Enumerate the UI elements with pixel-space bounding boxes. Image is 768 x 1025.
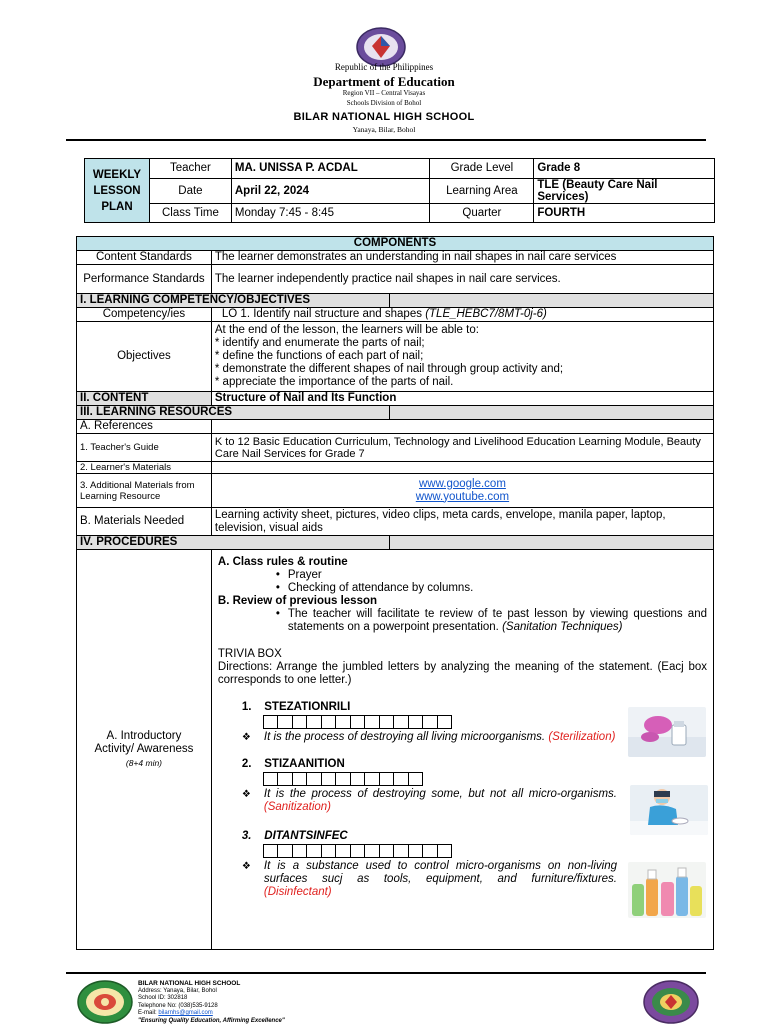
- references-label: A. References: [77, 420, 212, 434]
- republic-text: Republic of the Philippines: [0, 62, 768, 72]
- learning-area-label: Learning Area: [430, 178, 534, 203]
- jumbled-word: STIZAANITION: [264, 758, 345, 770]
- answer-boxes[interactable]: [264, 844, 707, 858]
- division-text: Schools Division of Bohol: [0, 99, 768, 107]
- division-seal-icon: [642, 980, 700, 1024]
- grade-level-value: Grade 8: [534, 159, 715, 179]
- definition-text: It is the process of destroying some, but not all micro-organisms.: [264, 788, 617, 800]
- objective-item: * identify and enumerate the parts of nail;: [215, 337, 710, 350]
- class-rules-heading: A. Class rules & routine: [218, 556, 707, 569]
- footer-school-name: BILAR NATIONAL HIGH SCHOOL: [138, 980, 285, 988]
- performance-standards-label: Performance Standards: [77, 265, 212, 294]
- footer-motto: "Ensuring Quality Education, Affirming Excellence": [138, 1018, 285, 1025]
- introductory-activity-title: A. Introductory Activity/ Awareness: [80, 730, 208, 756]
- review-topic: (Sanitation Techniques): [502, 621, 622, 633]
- objective-item: * define the functions of each part of nail;: [215, 350, 710, 363]
- diamond-bullet-icon: ❖: [242, 731, 251, 744]
- section-resources-filler: [389, 406, 713, 420]
- objective-item: * demonstrate the different shapes of nail through group activity and;: [215, 363, 710, 376]
- grade-level-label: Grade Level: [430, 159, 534, 179]
- trivia-directions: Directions: Arrange the jumbled letters by analyzing the meaning of the statement. (Eacj box corresponds to one letter.): [218, 661, 707, 687]
- competency-label: Competency/ies: [77, 308, 212, 322]
- teacher-label: Teacher: [149, 159, 231, 179]
- section-competency-heading: I. LEARNING COMPETENCY/OBJECTIVES: [77, 294, 390, 308]
- school-address: Yanaya, Bilar, Bohol: [0, 125, 768, 134]
- item-number: 2.: [242, 758, 252, 770]
- quarter-value: FOURTH: [534, 203, 715, 223]
- youtube-link[interactable]: www.youtube.com: [215, 491, 710, 504]
- footer-divider: [66, 972, 706, 974]
- section-procedures-filler: [389, 536, 713, 550]
- footer-phone: Telephone No: (038)535-9128: [138, 1003, 285, 1011]
- department-title: Department of Education: [0, 74, 768, 90]
- region-text: Region VII – Central Visayas: [0, 89, 768, 97]
- deped-seal-icon: [355, 27, 407, 67]
- class-time-label: Class Time: [149, 203, 231, 223]
- learners-materials-value: [211, 462, 713, 474]
- date-label: Date: [149, 178, 231, 203]
- introductory-activity-content: [211, 550, 713, 950]
- materials-needed-value: Learning activity sheet, pictures, video clips, meta cards, envelope, manila paper, laptop, television, visual aids: [211, 508, 713, 536]
- diamond-bullet-icon: ❖: [242, 788, 251, 801]
- item-number: 1.: [242, 701, 252, 713]
- objectives-value: [211, 322, 713, 392]
- footer-school-id: School ID: 302818: [138, 995, 285, 1003]
- date-value: April 22, 2024: [231, 178, 430, 203]
- footer-email-link[interactable]: bilarnhs@gmail.com: [158, 1010, 212, 1016]
- section-resources-heading: III. LEARNING RESOURCES: [77, 406, 390, 420]
- routine-item: • Checking of attendance by columns.: [218, 582, 707, 595]
- additional-materials-value: [211, 474, 713, 508]
- objectives-intro: At the end of the lesson, the learners will be able to:: [215, 324, 710, 337]
- section-content-heading: II. CONTENT: [77, 392, 212, 406]
- section-procedures-heading: IV. PROCEDURES: [77, 536, 390, 550]
- class-time-value: Monday 7:45 - 8:45: [231, 203, 430, 223]
- learning-area-subject: TLE: [537, 179, 559, 191]
- objectives-label: Objectives: [77, 322, 212, 392]
- sterilization-photo: [628, 707, 706, 757]
- weekly-lesson-plan-label: WEEKLY LESSON PLAN: [85, 159, 150, 223]
- answer-boxes[interactable]: [264, 772, 707, 786]
- objective-item: * appreciate the importance of the parts of nail.: [215, 376, 710, 389]
- trivia-item-2: [242, 758, 707, 771]
- header-divider: [66, 139, 706, 141]
- review-heading: B. Review of previous lesson: [218, 595, 707, 608]
- competency-text: LO 1. Identify nail structure and shapes: [222, 308, 425, 320]
- footer-address: Address: Yanaya, Bilar, Bohol: [138, 988, 285, 996]
- introductory-activity-time: (8+4 min): [80, 757, 208, 770]
- content-standards-label: Content Standards: [77, 251, 212, 265]
- content-value: Structure of Nail and Its Function: [211, 392, 713, 406]
- teachers-guide-label: 1. Teacher's Guide: [77, 434, 212, 462]
- additional-materials-label: 3. Additional Materials from Learning Resource: [77, 474, 212, 508]
- content-standards-value: The learner demonstrates an understanding in nail shapes in nail care services: [211, 251, 713, 265]
- quarter-label: Quarter: [430, 203, 534, 223]
- learning-area-detail: (Beauty Care Nail Services): [537, 179, 657, 203]
- introductory-activity-label: [77, 550, 212, 950]
- answer-text: (Disinfectant): [264, 886, 332, 898]
- performance-standards-value: The learner independently practice nail shapes in nail care services.: [211, 265, 713, 294]
- google-link[interactable]: www.google.com: [215, 478, 710, 491]
- teacher-value: MA. UNISSA P. ACDAL: [231, 159, 430, 179]
- competency-value: [211, 308, 713, 322]
- references-value: [211, 420, 713, 434]
- teachers-guide-value: K to 12 Basic Education Curriculum, Technology and Livelihood Education Learning Module, Beauty Care Nail Services for Grade 7: [211, 434, 713, 462]
- answer-text: (Sterilization): [548, 731, 615, 743]
- answer-text: (Sanitization): [264, 801, 331, 813]
- section-competency-filler: [389, 294, 713, 308]
- routine-item: • Prayer: [218, 569, 707, 582]
- jumbled-word: DITANTSINFEC: [264, 830, 347, 842]
- footer-contact: [138, 980, 285, 1025]
- learning-area-value: [534, 178, 715, 203]
- sanitization-photo: [630, 785, 708, 835]
- jumbled-word: STEZATIONRILI: [264, 701, 350, 713]
- review-text: The teacher will facilitate te review of te past lesson by viewing questions and statements on a powerpoint presentation.: [288, 608, 707, 633]
- item-number: 3.: [242, 830, 252, 842]
- lesson-plan-table: [76, 236, 714, 950]
- review-description: [218, 608, 707, 634]
- footer-email-label: E-mail:: [138, 1010, 158, 1016]
- definition-text: It is the process of destroying all living microorganisms.: [264, 731, 548, 743]
- definition-text: It is a substance used to control micro-organisms on non-living surfaces sucj as tools, equipment, and furniture/fixtures.: [264, 860, 617, 885]
- footer-email-line: [138, 1010, 285, 1018]
- diamond-bullet-icon: ❖: [242, 860, 251, 873]
- competency-code: (TLE_HEBC7/8MT-0j-6): [425, 308, 547, 320]
- disinfectant-photo: [628, 862, 706, 918]
- trivia-heading: TRIVIA BOX: [218, 648, 707, 661]
- components-header: COMPONENTS: [77, 237, 714, 251]
- school-name: BILAR NATIONAL HIGH SCHOOL: [0, 111, 768, 123]
- school-logo-icon: [76, 980, 134, 1024]
- learners-materials-label: 2. Learner's Materials: [77, 462, 212, 474]
- materials-needed-label: B. Materials Needed: [77, 508, 212, 536]
- lesson-info-table: [84, 158, 715, 223]
